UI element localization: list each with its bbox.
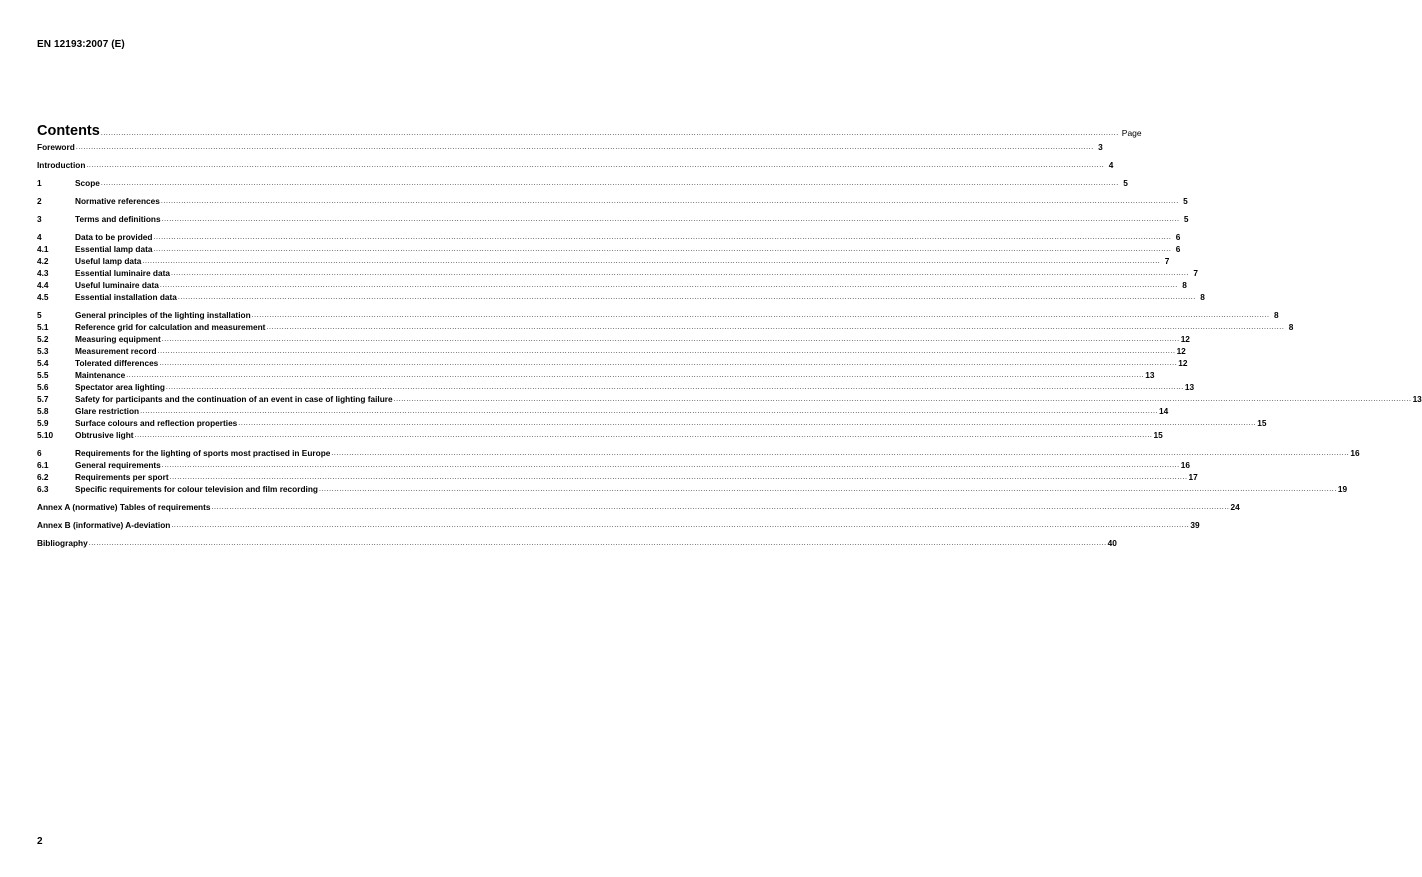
toc-entry[interactable] [37,212,1189,224]
dot-leader: ................................................................................................................................................................................................................................................................................................................................................................................................................ [251,312,1270,319]
dot-leader: ................................................................................................................................................................................................................................................................................................................................................................................................................ [160,198,1179,205]
toc-entry-page: 5 [1183,214,1189,224]
toc-entry-page: 19 [1337,484,1348,494]
toc-entry-title: Introduction [37,160,86,170]
toc-entry[interactable] [37,500,1240,512]
toc-entry-number: 5.4 [37,358,49,368]
dot-leader: ................................................................................................................................................................................................................................................................................................................................................................................................................ [161,462,1180,469]
toc-entry[interactable] [37,320,1294,332]
toc-entry-title: Spectator area lighting [75,382,165,392]
dot-leader: ................................................................................................................................................................................................................................................................................................................................................................................................................ [393,396,1412,403]
document-header: EN 12193:2007 (E) [37,39,125,50]
toc-entry[interactable] [37,356,1188,368]
toc-entry-number: 2 [37,196,42,206]
toc-entry[interactable] [37,482,1348,494]
dot-leader: ................................................................................................................................................................................................................................................................................................................................................................................................................ [165,384,1184,391]
toc-entry[interactable] [37,266,1198,278]
toc-entry-page: 5 [1123,178,1128,188]
toc-entry-title: Reference grid for calculation and measurement [75,322,266,332]
page-number: 2 [37,836,43,847]
toc-entry-title: Obtrusive light [75,430,134,440]
dot-leader: ................................................................................................................................................................................................................................................................................................................................................................................................................ [153,234,1172,241]
toc-entry-page: 7 [1193,268,1198,278]
dot-leader: ................................................................................................................................................................................................................................................................................................................................................................................................................ [159,360,1178,367]
toc-entry-page: 8 [1288,322,1294,332]
dot-leader: ................................................................................................................................................................................................................................................................................................................................................................................................................ [238,420,1257,427]
toc-entry-number: 6.3 [37,484,49,494]
toc-entry[interactable] [37,446,1360,458]
table-of-contents [37,118,1422,548]
toc-entry-title: Surface colours and reflection properties [75,418,238,428]
toc-entry-number: 4.2 [37,256,49,266]
toc-entry-title: Foreword [37,142,75,152]
dot-leader: ................................................................................................................................................................................................................................................................................................................................................................................................................ [169,474,1188,481]
toc-entry[interactable] [37,332,1190,344]
toc-entry[interactable] [37,380,1195,392]
toc-entry-number: 5.9 [37,418,49,428]
toc-entry[interactable] [37,518,1200,530]
toc-entry-page: 8 [1273,310,1279,320]
dot-leader: ................................................................................................................................................................................................................................................................................................................................................................................................................ [331,450,1350,457]
toc-entry-page: 17 [1188,472,1198,482]
dot-leader: ................................................................................................................................................................................................................................................................................................................................................................................................................ [126,372,1145,379]
toc-entry-number: 4.5 [37,292,49,302]
dot-leader: ................................................................................................................................................................................................................................................................................................................................................................................................................ [140,408,1159,415]
toc-entry[interactable] [37,344,1186,356]
dot-leader: ................................................................................................................................................................................................................................................................................................................................................................................................................ [153,246,1172,253]
toc-entry-page: 3 [1098,142,1103,152]
dot-leader: ................................................................................................................................................................................................................................................................................................................................................................................................................ [134,432,1153,439]
toc-entry-page: 13 [1412,394,1422,404]
toc-entry-page: 13 [1184,382,1195,392]
toc-entry-title: Glare restriction [75,406,140,416]
dot-leader: ................................................................................................................................................................................................................................................................................................................................................................................................................ [157,348,1176,355]
toc-entry-number: 5.8 [37,406,49,416]
dot-leader: ................................................................................................................................................................................................................................................................................................................................................................................................................ [171,270,1189,277]
dot-leader: ................................................................................................................................................................................................................................................................................................................................................................................................................ [142,258,1161,265]
dot-leader: ................................................................................................................................................................................................................................................................................................................................................................................................................ [86,162,1105,169]
toc-entry-number: 6.1 [37,460,49,470]
toc-entry[interactable] [37,368,1155,380]
toc-entry-title: Annex B (informative) A-deviation [37,520,171,530]
toc-entry-title: Annex A (normative) Tables of requirements [37,502,211,512]
toc-group [37,140,1103,152]
toc-entry-title: Specific requirements for colour television and film recording [75,484,318,494]
toc-entry-page: 12 [1180,334,1190,344]
dot-leader: ................................................................................................................................................................................................................................................................................................................................................................................................................ [75,144,1094,151]
toc-entry-page: 8 [1182,280,1187,290]
toc-entry-title: General requirements [75,460,161,470]
toc-entry-title: General principles of the lighting installation [75,310,251,320]
toc-entry-page: 6 [1175,232,1181,242]
toc-entry[interactable] [37,536,1117,548]
dot-leader: ................................................................................................................................................................................................................................................................................................................................................................................................................ [211,504,1230,511]
contents-title: Contents [37,123,100,139]
toc-group [37,446,1360,494]
toc-entry-page: 12 [1178,358,1188,368]
dot-leader: ................................................................................................................................................................................................................................................................................................................................................................................................................ [177,294,1196,301]
toc-entry-title: Essential lamp data [75,244,153,254]
toc-entry-page: 7 [1164,256,1170,266]
toc-entry[interactable] [37,308,1279,320]
toc-entry-number: 5.6 [37,382,49,392]
toc-entry[interactable] [37,290,1205,302]
toc-entry[interactable] [37,230,1181,242]
toc-entry-number: 5.3 [37,346,49,356]
toc-entry-number: 5.1 [37,322,49,332]
toc-entry-title: Bibliography [37,538,88,548]
toc-entry-title: Essential installation data [75,292,177,302]
toc-entry[interactable] [37,140,1103,152]
dot-leader: ................................................................................................................................................................................................................................................................................................................................................................................................................ [159,282,1178,289]
toc-entry[interactable] [37,176,1128,188]
toc-entry-number: 6 [37,448,42,458]
toc-group [37,308,1422,440]
toc-entry-page: 4 [1108,160,1114,170]
toc-entry-title: Measuring equipment [75,334,161,344]
toc-entry-page: 40 [1107,538,1117,548]
toc-entry-title: Requirements for the lighting of sports most practised in Europe [75,448,331,458]
toc-group [37,176,1128,188]
toc-entry-title: Useful luminaire data [75,280,159,290]
toc-group [37,158,1114,170]
toc-entry[interactable] [37,404,1169,416]
toc-entry-number: 6.2 [37,472,49,482]
toc-group [37,194,1188,206]
toc-entry-number: 5.5 [37,370,49,380]
toc-group [37,500,1240,512]
toc-entry-number: 3 [37,214,42,224]
toc-group [37,536,1117,548]
toc-entry-number: 4 [37,232,42,242]
toc-entry[interactable] [37,428,1163,440]
dot-leader: ................................................................................................................................................................................................................................................................................................................................................................................................................ [161,336,1180,343]
toc-entries [37,140,1422,548]
toc-group [37,212,1189,224]
page-column-label: Page [1121,128,1142,138]
toc-entry-page: 6 [1175,244,1181,254]
toc-entry[interactable] [37,242,1181,254]
dot-leader: ................................................................................................................................................................................................................................................................................................................................................................................................................ [100,130,1119,137]
toc-entry-number: 4.1 [37,244,49,254]
toc-group [37,230,1205,302]
toc-group [37,518,1200,530]
toc-entry-page: 12 [1176,346,1186,356]
toc-entry-page: 15 [1153,430,1163,440]
toc-entry-title: Essential luminaire data [75,268,170,278]
toc-entry-number: 5.10 [37,430,54,440]
toc-entry[interactable] [37,416,1267,428]
toc-entry-page: 39 [1190,520,1200,530]
toc-entry-page: 16 [1350,448,1360,458]
dot-leader: ................................................................................................................................................................................................................................................................................................................................................................................................................ [88,540,1107,547]
toc-entry-title: Safety for participants and the continuation of an event in case of lighting failure [75,394,393,404]
toc-entry-page: 8 [1200,292,1205,302]
toc-entry-number: 5.7 [37,394,49,404]
toc-entry-page: 13 [1145,370,1155,380]
toc-entry-number: 1 [37,178,42,188]
contents-heading-row [37,118,1142,139]
toc-entry[interactable] [37,158,1114,170]
toc-entry-title: Tolerated differences [75,358,159,368]
toc-entry-page: 14 [1159,406,1169,416]
dot-leader: ................................................................................................................................................................................................................................................................................................................................................................................................................ [266,324,1285,331]
toc-entry-title: Scope [75,178,100,188]
toc-entry[interactable] [37,470,1198,482]
toc-entry-title: Normative references [75,196,160,206]
toc-entry-page: 24 [1230,502,1240,512]
toc-entry-title: Maintenance [75,370,126,380]
dot-leader: ................................................................................................................................................................................................................................................................................................................................................................................................................ [100,180,1119,187]
toc-entry-number: 5.2 [37,334,49,344]
toc-entry[interactable] [37,194,1188,206]
toc-entry-title: Measurement record [75,346,157,356]
toc-entry-page: 15 [1257,418,1267,428]
toc-entry-title: Data to be provided [75,232,153,242]
dot-leader: ................................................................................................................................................................................................................................................................................................................................................................................................................ [318,486,1337,493]
toc-entry-page: 16 [1180,460,1190,470]
dot-leader: ................................................................................................................................................................................................................................................................................................................................................................................................................ [171,522,1190,529]
toc-entry-title: Terms and definitions [75,214,161,224]
toc-entry[interactable] [37,392,1422,404]
toc-entry[interactable] [37,278,1187,290]
toc-entry-page: 5 [1183,196,1188,206]
toc-entry-number: 4.4 [37,280,49,290]
toc-entry[interactable] [37,254,1170,266]
toc-entry-title: Requirements per sport [75,472,169,482]
toc-entry-number: 4.3 [37,268,49,278]
toc-entry[interactable] [37,458,1190,470]
toc-entry-number: 5 [37,310,42,320]
toc-entry-title: Useful lamp data [75,256,142,266]
dot-leader: ................................................................................................................................................................................................................................................................................................................................................................................................................ [161,216,1180,223]
